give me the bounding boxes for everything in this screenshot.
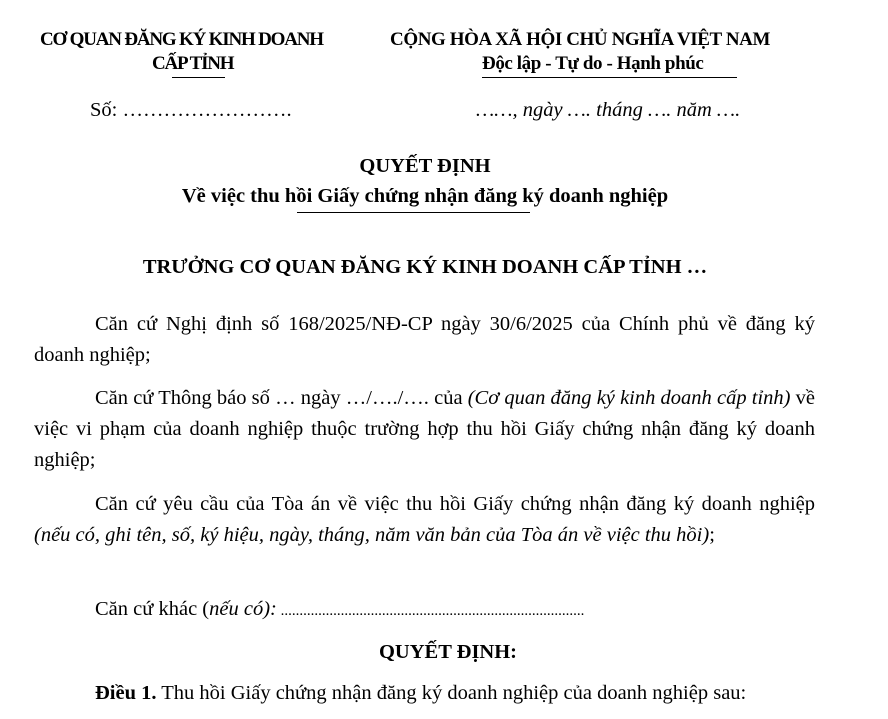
basis-fill-dots: ................................................................................. [276,603,585,619]
basis-text: Căn cứ Thông báo số … ngày …/…./…. của [95,387,468,409]
agency-name-line2: CẤP TỈNH [152,53,234,74]
basis-text: Căn cứ Nghị định số 168/2025/NĐ-CP ngày 30/6/2025 của Chính phủ về đăng ký doanh nghiệp; [34,313,815,366]
date-line: ……, ngày …. tháng …. năm …. [476,99,741,121]
basis-italic-note: nếu có): [209,598,277,620]
basis-italic-note: (Cơ quan đăng ký kinh doanh cấp tỉnh) [467,387,791,409]
document-subtitle: Về việc thu hồi Giấy chứng nhận đăng ký doanh nghiệp [181,185,669,207]
country-name: CỘNG HÒA XÃ HỘI CHỦ NGHĨA VIỆT NAM [390,29,770,50]
document-number: Số: ……………………. [90,99,292,121]
article-label: Điều 1. [95,682,157,704]
basis-paragraph-3 [34,489,815,551]
article-1 [95,682,746,705]
document-title: QUYẾT ĐỊNH [359,155,491,177]
agency-underline [172,77,225,78]
basis-paragraph-1 [34,309,815,371]
basis-text: về việc vi phạm của doanh nghiệp thuộc trường hợp thu hồi Giấy chứng nhận đăng ký doanh nghiệp; [34,387,815,471]
basis-paragraph-2 [34,383,815,476]
issuing-authority: TRƯỞNG CƠ QUAN ĐĂNG KÝ KINH DOANH CẤP TỈNH … [142,256,708,278]
basis-italic-note: (nếu có, ghi tên, số, ký hiệu, ngày, tháng, năm văn bản của Tòa án về việc thu hồi) [34,524,710,546]
motto-underline [482,77,737,78]
agency-name-line1: CƠ QUAN ĐĂNG KÝ KINH DOANH [40,29,323,50]
basis-text: Căn cứ yêu cầu của Tòa án về việc thu hồi Giấy chứng nhận đăng ký doanh nghiệp [95,493,815,515]
basis-text: ; [709,524,715,546]
basis-text: Căn cứ khác ( [95,598,210,620]
national-motto: Độc lập - Tự do - Hạnh phúc [482,53,704,74]
decision-heading: QUYẾT ĐỊNH: [378,641,517,663]
article-text: Thu hồi Giấy chứng nhận đăng ký doanh nghiệp của doanh nghiệp sau: [156,682,747,704]
title-underline [297,212,530,213]
basis-paragraph-4 [95,598,584,621]
